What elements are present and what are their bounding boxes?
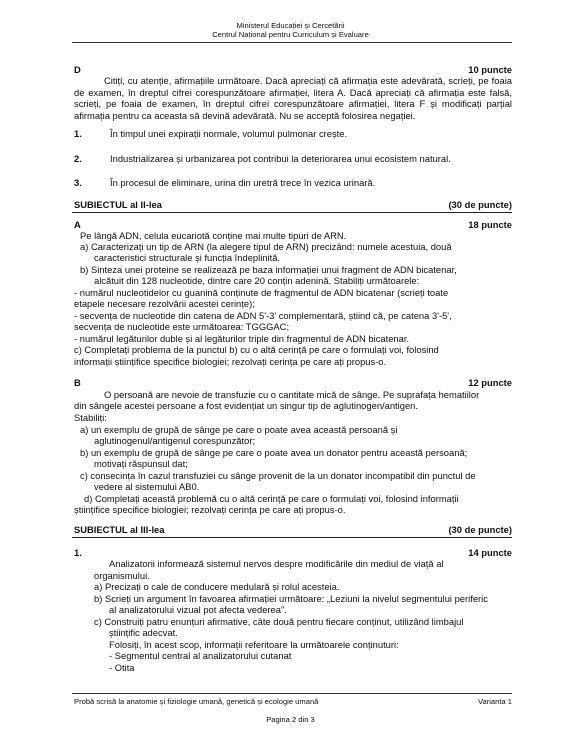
- subject-2-title: SUBIECTUL al II-lea: [74, 199, 162, 210]
- footer-divider: [72, 693, 512, 694]
- part-b-b-line2: motivați răspunsul dat;: [94, 458, 188, 469]
- part-a-heading: [74, 219, 512, 231]
- section-d-points: 10 puncte: [468, 64, 512, 75]
- subject-3-title: SUBIECTUL al III-lea: [74, 524, 165, 535]
- section-d-instructions: Citiți, cu atenție, afirmațiile următoare. Dacă apreciați că afirmația este adevărată, scrieți, pe foaia de examen, în dreptul cifrei corespunzătoare afirmației, litera A. Dacă apreciați că afirmația este falsă, scrieți, pe foaia de examen, în dreptul cifrei corespunzătoare afirmației, litera F și modificați parțial afirmația pentru ca aceasta să devină adevărată. Nu se acceptă folosirea negației.: [74, 75, 512, 121]
- part-a-req3: - numărul legăturilor duble și al legăturilor triple din fragmentul de ADN bicatenar.: [74, 333, 410, 344]
- question-1-heading: [74, 547, 512, 559]
- part-b-c-line1: c) consecința în cazul transfuziei cu sânge provenit de la un donator incompatibil din punctul de: [80, 470, 476, 481]
- item-number: 2.: [74, 153, 82, 164]
- question-1-points: 14 puncte: [468, 547, 512, 558]
- question-1-content-intro: Folosiți, în acest scop, informații referitoare la următoarele conținuturi:: [109, 639, 399, 650]
- question-1-b-line2: al analizatorului vizual pot afecta vederea”.: [109, 604, 287, 615]
- part-a-b-line1: b) Sinteza unei proteine se realizează pe baza informației unui fragment de ADN bicatenar,: [80, 264, 457, 275]
- part-b-a-line1: a) un exemplu de grupă de sânge pe care o poate avea această persoană și: [80, 424, 398, 435]
- subject-2-points: (30 de puncte): [448, 199, 512, 210]
- subject-2-heading: [74, 199, 512, 211]
- question-1-number: 1.: [74, 547, 82, 558]
- page-header: [0, 21, 581, 39]
- part-a-points: 18 puncte: [468, 219, 512, 230]
- part-a-c-line1: c) Completați problema de la punctul b) cu o altă cerință pe care o formulați voi, folosind: [74, 344, 439, 355]
- part-b-c-line2: vedere al sistemului AB0.: [94, 481, 200, 492]
- ministry-name: Ministerul Educației și Cercetării: [236, 21, 345, 30]
- part-a-a-line2: caracteristici structurale și funcția îndeplinită.: [94, 252, 281, 263]
- part-b-a-line2: aglutinogenul/antigenul corespunzător;: [94, 435, 256, 446]
- part-b-intro-line2: din sângele acestei persoane a fost evidențiat un singur tip de aglutinogen/antigen.: [74, 400, 418, 411]
- part-a-b-line2: alcătuit din 128 nucleotide, dintre care 20 conțin adenină. Stabiliți următoarele:: [94, 275, 420, 286]
- part-b-b-line1: b) un exemplu de grupă de sânge pe care o poate avea un donator pentru această persoană;: [80, 447, 468, 458]
- section-d-heading: [74, 64, 512, 76]
- question-1-content-item: - Segmentul central al analizatorului cutanat: [109, 650, 292, 661]
- page-number: Pagina 2 din 3: [266, 715, 315, 724]
- header-divider: [72, 42, 512, 43]
- footer-exam-title: Probă scrisă la anatomie și fiziologie umană, genetică și ecologie umană: [74, 697, 319, 706]
- part-a-a-line1: a) Caracterizați un tip de ARN (la alegere tipul de ARN) precizând: numele acestuia, două: [80, 241, 452, 252]
- question-1-a: a) Precizați o cale de conducere medulară și rolul acesteia.: [94, 581, 340, 592]
- item-number: 3.: [74, 177, 82, 188]
- part-b-intro-line3: Stabiliți:: [74, 412, 107, 423]
- part-b-points: 12 puncte: [468, 377, 512, 388]
- subject-2-divider: [72, 212, 512, 213]
- part-a-req2-line2: secvența de nucleotide este următoarea: TGGGAC;: [74, 321, 290, 332]
- part-b-heading: [74, 377, 512, 389]
- part-a-label: A: [74, 219, 81, 230]
- section-d-label: D: [74, 64, 81, 75]
- question-1-content-item: - Otita: [109, 662, 135, 673]
- question-1-b-line1: b) Scrieți un argument în favoarea afirmației următoare: „Leziuni la nivelul segmentului periferic: [94, 593, 488, 604]
- part-b-intro-line1: O persoană are nevoie de transfuzie cu o cantitate mică de sânge. Pe suprafața hematiilor: [104, 389, 480, 400]
- statement-2: Industrializarea și urbanizarea pot contribui la deteriorarea unui ecosistem natural.: [110, 153, 451, 164]
- part-a-c-line2: informații științifice specifice biologiei; rezolvați cerința pe care ați propus-o.: [74, 356, 387, 367]
- question-1-c-line2: științific adecvat.: [109, 627, 178, 638]
- part-a-req2-line1: - secvența de nucleotide din catena de ADN 5'-3' complementară, știind că, pe catena 3'-5',: [74, 310, 452, 321]
- part-a-req1-line2: etapele necesare rezolvării acestei cerințe);: [74, 298, 255, 309]
- statement-1: În timpul unei expirații normale, volumul pulmonar crește.: [110, 128, 348, 139]
- question-1-c-line1: c) Construiți patru enunțuri afirmative, câte două pentru fiecare conținut, utilizând limbajul: [94, 616, 464, 627]
- statement-3: În procesul de eliminare, urina din uretră trece în vezica urinară.: [110, 177, 376, 188]
- footer-variant: Varianta 1: [477, 697, 512, 706]
- part-a-intro: Pe lângă ADN, celula eucariotă conține mai multe tipuri de ARN.: [80, 230, 347, 241]
- center-name: Centrul Național pentru Curriculum și Evaluare: [212, 30, 369, 39]
- question-1-intro-line1: Analizatorii informează sistemul nervos despre modificările din mediul de viață al: [109, 558, 444, 569]
- subject-3-points: (30 de puncte): [448, 524, 512, 535]
- subject-3-divider: [72, 537, 512, 538]
- part-a-req1-line1: - numărul nucleotidelor cu guanină conținute de fragmentul de ADN bicatenar (scrieți toate: [74, 287, 449, 298]
- subject-3-heading: [74, 524, 512, 536]
- part-b-d-line2: științifice specifice biologiei; rezolvați cerința pe care ați propus-o.: [74, 504, 346, 515]
- part-b-label: B: [74, 377, 81, 388]
- part-b-d-line1: d) Completați această problemă cu o altă cerință pe care o formulați voi, folosind informații: [84, 493, 459, 504]
- item-number: 1.: [74, 128, 82, 139]
- question-1-intro-line2: organismului.: [94, 570, 150, 581]
